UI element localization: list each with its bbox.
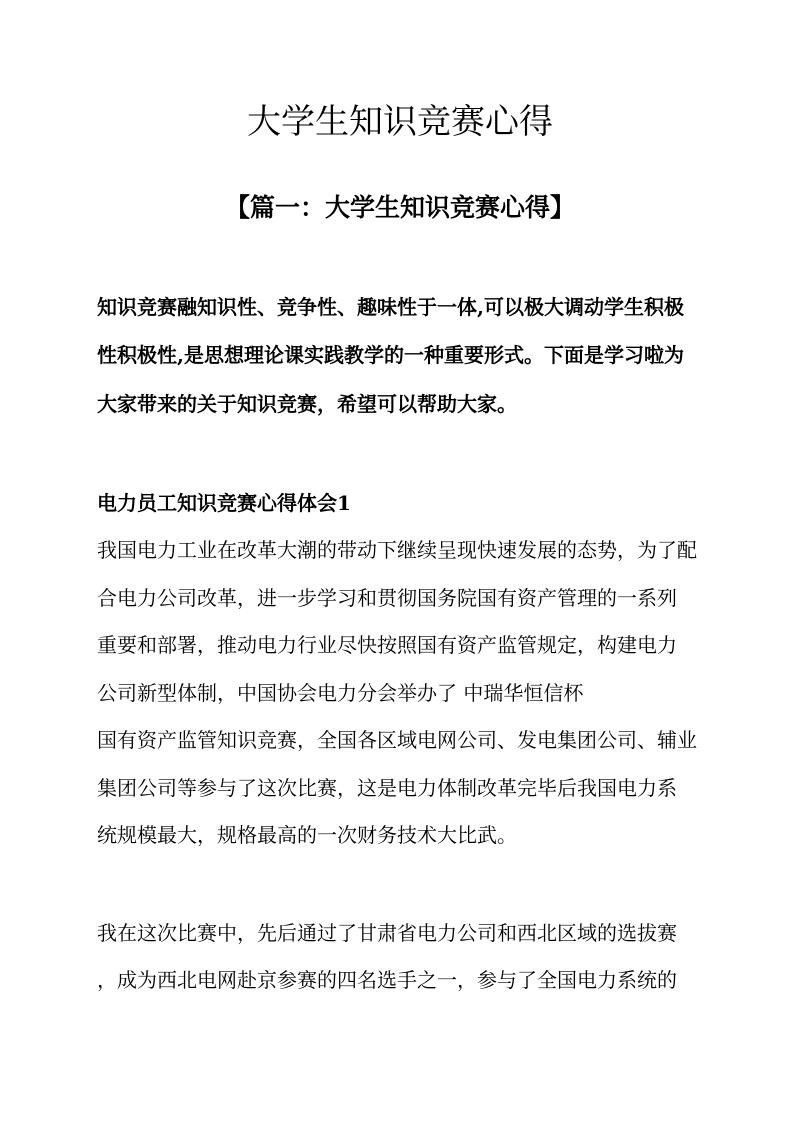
section-line-3: 重要和部署，推动电力行业尽快按照国有资产监管规定，构建电力 (97, 633, 677, 657)
section-heading: 电力员工知识竞赛心得体会1 (97, 491, 351, 515)
intro-line-3: 大家带来的关于知识竞赛，希望可以帮助大家。 (97, 392, 517, 416)
intro-line-2: 性积极性,是思想理论课实践教学的一种重要形式。下面是学习啦为 (97, 343, 684, 367)
section-line-2: 合电力公司改革，进一步学习和贯彻国务院国有资产管理的一系列 (97, 586, 677, 610)
document-title: 大学生知识竞赛心得 (247, 102, 553, 142)
para2-line-1: 我在这次比赛中，先后通过了甘肃省电力公司和西北区域的选拔赛 (97, 921, 677, 945)
section-line-7: 统规模最大，规格最高的一次财务技术大比武。 (97, 823, 517, 847)
section-line-6: 集团公司等参与了这次比赛，这是电力体制改革完毕后我国电力系 (97, 776, 677, 800)
intro-line-1: 知识竞赛融知识性、竞争性、趣味性于一体,可以极大调动学生积极 (97, 295, 684, 319)
section-line-1: 我国电力工业在改革大潮的带动下继续呈现快速发展的态势，为了配 (97, 538, 697, 562)
section-subtitle: 【篇一：大学生知识竞赛心得】 (224, 193, 575, 222)
para2-line-2: ，成为西北电网赴京参赛的四名选手之一，参与了全国电力系统的 (97, 968, 677, 992)
section-line-5: 国有资产监管知识竞赛，全国各区域电网公司、发电集团公司、辅业 (97, 728, 697, 752)
section-line-4: 公司新型体制，中国协会电力分会举办了 中瑞华恒信杯 (97, 681, 584, 705)
